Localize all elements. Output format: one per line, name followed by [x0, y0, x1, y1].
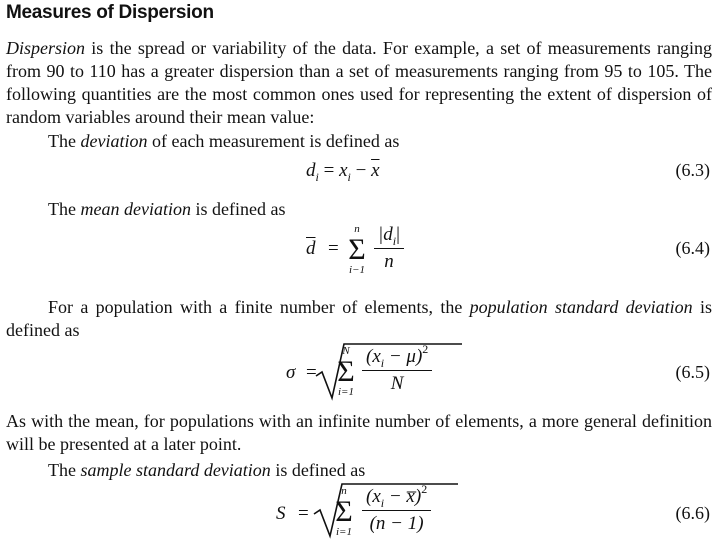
sum-upper-limit: n	[354, 223, 360, 235]
sum-lower-limit: i=1	[336, 526, 352, 538]
intro-text: is the spread or variability of the data. For example, a set of measurements ranging from 90 to 110 has a greater dispersion than a set of measurements ranging from 95 to 105. The following quantities are the most common ones used for representing the extent of dispersion of random variables around their mean value:	[6, 38, 712, 127]
text-fragment: The	[48, 131, 81, 151]
abs-bar: |	[396, 224, 400, 245]
numerator-text: − x̅)	[384, 486, 422, 507]
sample-sd-term: sample standard deviation	[80, 460, 271, 480]
eq-operator: =	[328, 238, 339, 259]
equation-number: (6.4)	[675, 238, 710, 258]
eq-superscript: 2	[422, 342, 429, 356]
numerator	[362, 342, 432, 371]
summation-sign	[332, 486, 356, 538]
sample-sd-intro	[48, 459, 365, 482]
intro-paragraph	[6, 37, 712, 129]
text-fragment: The	[48, 460, 81, 480]
numerator-text: (x	[366, 346, 381, 367]
eq-subscript: i	[380, 496, 385, 510]
sum-upper-limit: n	[341, 485, 347, 497]
text-fragment: of each measurement is defined as	[147, 131, 400, 151]
mean-deviation-term: mean deviation	[80, 199, 191, 219]
eq-subscript: i	[347, 170, 351, 184]
numerator-text: |d	[378, 224, 393, 245]
text-fragment: is defined as	[270, 460, 366, 480]
sigma-glyph: Σ	[335, 495, 353, 528]
equation-6-3	[306, 160, 380, 182]
deviation-term: deviation	[80, 131, 148, 151]
text-fragment: For a population with a finite number of elements, the	[48, 297, 470, 317]
denominator: N	[390, 373, 404, 394]
infinite-population-note: As with the mean, for populations with an infinite number of elements, a more general definition will be presented at a later point.	[6, 411, 712, 454]
summation-sign	[334, 346, 358, 398]
sum-upper-limit: N	[342, 345, 350, 357]
eq-subscript: i	[315, 170, 319, 184]
numerator-text: − μ)	[384, 346, 423, 367]
eq-subscript: i	[380, 356, 385, 370]
section-heading: Measures of Dispersion	[6, 2, 214, 23]
denominator: (n − 1)	[369, 513, 424, 534]
numerator-text: (x	[366, 486, 381, 507]
equation-number: (6.6)	[675, 503, 710, 523]
eq-superscript: 2	[421, 482, 428, 496]
population-sd-intro	[6, 296, 712, 342]
equation-number: (6.3)	[675, 160, 710, 180]
sum-lower-limit: i−1	[349, 264, 365, 276]
eq-symbol: x	[339, 160, 348, 181]
fraction	[362, 482, 431, 535]
fraction	[362, 342, 432, 395]
eq-symbol: d	[306, 160, 316, 181]
sigma-glyph: Σ	[337, 355, 355, 388]
eq-operator: −	[355, 160, 367, 181]
text-fragment: The	[48, 199, 81, 219]
numerator	[362, 482, 431, 511]
text-fragment: is defined as	[6, 297, 712, 340]
eq-subscript: i	[392, 234, 397, 248]
sum-lower-limit: i=1	[338, 386, 354, 398]
eq-symbol-s: S	[276, 503, 286, 524]
deviation-intro	[48, 130, 399, 153]
mean-deviation-intro	[48, 198, 285, 221]
eq-symbol-sigma: σ	[286, 362, 296, 383]
equation-number: (6.5)	[675, 362, 710, 382]
fraction	[374, 224, 404, 273]
eq-operator: =	[323, 160, 335, 181]
eq-operator: =	[298, 503, 309, 524]
eq-symbol-mean-deviation: $\overline{d}$	[306, 238, 316, 259]
text-fragment: is defined as	[190, 199, 286, 219]
dispersion-term: Dispersion	[6, 38, 86, 58]
eq-symbol-mean: $\overline{x}$	[371, 160, 380, 181]
numerator	[374, 224, 404, 249]
sigma-glyph: Σ	[348, 233, 366, 266]
denominator: n	[384, 251, 394, 272]
summation-sign	[344, 224, 370, 276]
population-sd-term: population standard deviation	[469, 297, 693, 317]
eq-operator: =	[306, 362, 317, 383]
